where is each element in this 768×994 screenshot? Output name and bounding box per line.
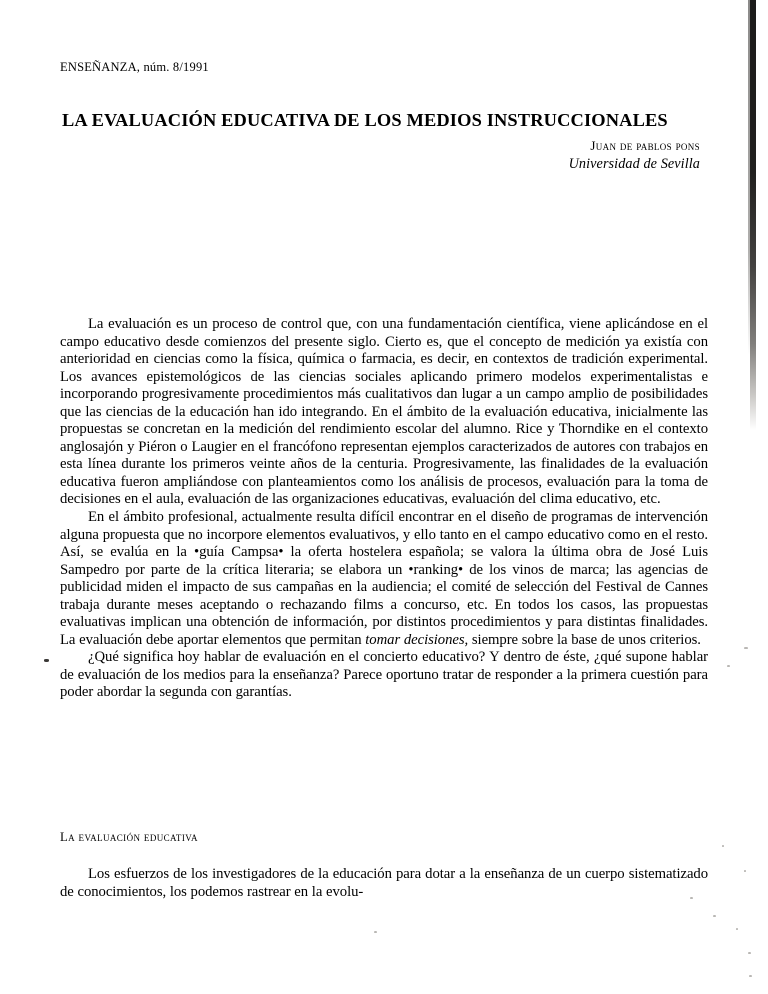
body-paragraph: ¿Qué significa hoy hablar de evaluación en el concierto educativo? Y dentro de éste, ¿qué supone hablar de evaluación de los medios para la enseñanza? Parece oportuno tratar de responder a la primera cuestión para poder abordar la segunda con garantías. (60, 649, 708, 701)
article-title: LA EVALUACIÓN EDUCATIVA DE LOS MEDIOS INSTRUCCIONALES (62, 110, 668, 131)
quoted-term: •guía Campsa• (193, 544, 284, 561)
scan-speck (713, 915, 716, 917)
emphasized-phrase: tomar decisiones, (365, 631, 469, 648)
scan-speck (744, 647, 748, 649)
scan-speck (748, 952, 751, 954)
paragraph-text-run: de los vinos de marca; las agencias de publicidad miden el impacto de sus campañas en la audiencia; el comité de selección del Festival de Cannes trabaja durante meses aceptando o rechazando films a concurso, etc. En todos los casos, las propuestas evaluativas implican una obtención de información, por distintos procedimientos y para distintas finalidades. La evaluación debe aportar elementos que permitan (60, 561, 708, 648)
scan-speck (736, 928, 738, 930)
section-heading: La evaluación educativa (60, 830, 198, 844)
body-paragraph (60, 509, 708, 649)
body-paragraph: La evaluación es un proceso de control que, con una fundamentación científica, viene aplicándose en el campo educativo desde comienzos del presente siglo. Cierto es, que el concepto de medición ya existía con anterioridad en ciencias como la física, química o farmacia, es decir, en contextos de tradición experimental. Los avances epistemológicos de las ciencias sociales aplicando primero modelos experimentalistas e incorporando progresivamente procedimientos más cualitativos dan lugar a un campo amplio de posibilidades que las ciencias de la educación han ido integrando. En el ámbito de la evaluación educativa, inicialmente las propuestas se concretan en la medición del rendimiento escolar del alumno. Rice y Thorndike en el contexto anglosajón y Piéron o Laugier en el francófono representan ejemplos caracterizados de autores con trabajos en esta línea durante los primeros veinte años de la centuria. Progresivamente, las finalidades de la evaluación educativa fueron ampliándose con planteamientos como los análisis de procesos, evaluación para la toma de decisiones en el aula, evaluación de las organizaciones educativas, evaluación del clima educativo, etc. (60, 316, 708, 508)
journal-issue-header: ENSEÑANZA, núm. 8/1991 (60, 60, 209, 74)
author-affiliation: Universidad de Sevilla (568, 156, 700, 172)
article-body (60, 316, 708, 702)
scan-speck (722, 845, 724, 847)
body-paragraph: Los esfuerzos de los investigadores de la educación para dotar a la enseñanza de un cuerpo sistematizado de conocimientos, los podemos rastrear en la evolu- (60, 866, 708, 900)
author-block (569, 138, 700, 173)
quoted-term: •ranking• (408, 561, 464, 578)
scan-speck (749, 975, 752, 977)
scan-speck (744, 870, 746, 872)
paragraph-text-run: la oferta hostelera española; se valora la última obra de José Luis Sampedro por parte de la crítica literaria; se elabora un (60, 544, 708, 578)
scan-edge-artifact (750, 0, 756, 430)
paragraph-text-run: En el ámbito profesional, actualmente resulta difícil encontrar en el diseño de programas de intervención alguna propuesta que no incorpore elementos evaluativos, y ello tanto en el campo educativo como en el resto. Así, se evalúa en la (60, 509, 708, 561)
scan-speck (44, 659, 49, 662)
article-body-continued (60, 866, 708, 901)
scan-edge-artifact-secondary (748, 0, 750, 355)
author-name: Juan de pablos pons (590, 138, 700, 153)
scan-speck (374, 931, 377, 933)
paragraph-text-run: siempre sobre la base de unos criterios. (468, 631, 701, 648)
scan-speck (727, 665, 730, 667)
